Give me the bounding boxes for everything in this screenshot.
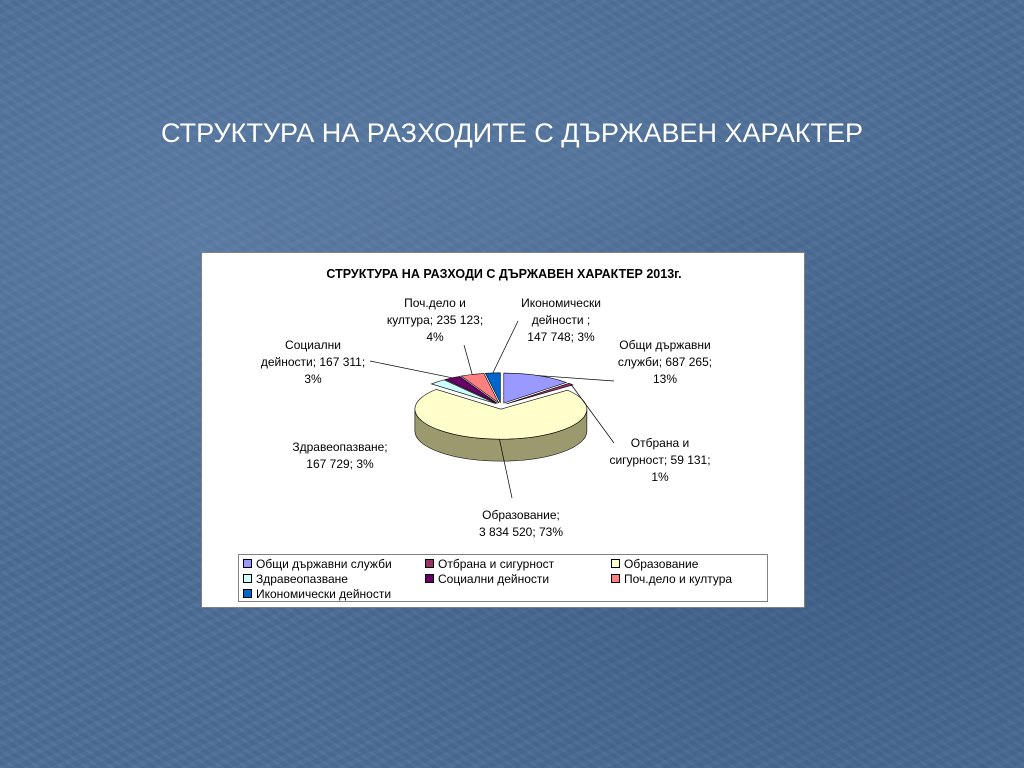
leader-line-5 [464, 345, 472, 374]
legend-swatch [425, 574, 434, 583]
pie-label-line: култура; 235 123; [386, 313, 484, 327]
pie-tops [415, 373, 587, 439]
legend-label: Икономически дейности [256, 587, 392, 601]
pie-label-line: Социални [285, 338, 341, 352]
legend-swatch [425, 559, 434, 568]
pie-label-line: 167 729; 3% [306, 457, 374, 471]
legend-label: Здравеопазване [256, 572, 348, 586]
chart-area [201, 252, 805, 608]
legend-label: Социални дейности [438, 572, 550, 586]
pie-label-5 [387, 296, 483, 344]
legend-item [611, 572, 732, 586]
pie-label-2 [479, 508, 563, 539]
pie-label-1 [609, 436, 710, 484]
legend-item [425, 557, 554, 571]
legend-swatch [243, 574, 252, 583]
leader-line-6 [493, 321, 518, 373]
pie-label-line: Поч.дело и [404, 296, 466, 310]
pie-label-line: 147 748; 3% [527, 330, 595, 344]
legend-swatch [243, 589, 252, 598]
legend-label: Поч.дело и култура [624, 572, 733, 586]
pie-label-line: 13% [652, 372, 678, 386]
legend-item [243, 557, 392, 571]
pie-label-line: служби; 687 265; [617, 355, 713, 369]
legend-label: Общи държавни служби [256, 557, 392, 571]
leader-line-4 [370, 361, 452, 378]
legend-item [425, 572, 549, 586]
chart-legend [238, 554, 768, 602]
legend-label: Отбрана и сигурност [438, 557, 555, 571]
legend-item [611, 557, 698, 571]
pie-label-line: дейности; 167 311; [260, 355, 366, 369]
legend-item [243, 572, 348, 586]
pie-label-line: Отбрана и [630, 436, 690, 450]
pie-label-line: 1% [651, 470, 669, 484]
chart-title: СТРУКТУРА НА РАЗХОДИ С ДЪРЖАВЕН ХАРАКТЕР 2013г. [326, 267, 682, 281]
pie-label-0 [618, 338, 712, 386]
pie-label-line: Икономически [521, 296, 601, 310]
pie-label-line: Образование; [482, 508, 560, 522]
pie-label-line: 3% [304, 372, 322, 386]
legend-label: Образование [624, 557, 699, 571]
pie-label-line: Общи държавни [619, 338, 711, 352]
legend-swatch [611, 574, 620, 583]
legend-swatch [611, 559, 620, 568]
pie-label-6 [521, 296, 601, 344]
pie-label-3 [292, 440, 387, 471]
pie-label-line: Здравеопазване; [292, 440, 388, 454]
pie-label-line: дейности ; [531, 313, 591, 327]
slide-title: СТРУКТУРА НА РАЗХОДИТЕ С ДЪРЖАВЕН ХАРАКТЕР [161, 118, 863, 148]
legend-item [243, 587, 391, 601]
legend-swatch [243, 559, 252, 568]
pie-label-4 [261, 338, 365, 386]
pie-label-line: 3 834 520; 73% [478, 525, 564, 539]
pie-label-line: сигурност; 59 131; [609, 453, 711, 467]
pie-label-line: 4% [426, 330, 444, 344]
